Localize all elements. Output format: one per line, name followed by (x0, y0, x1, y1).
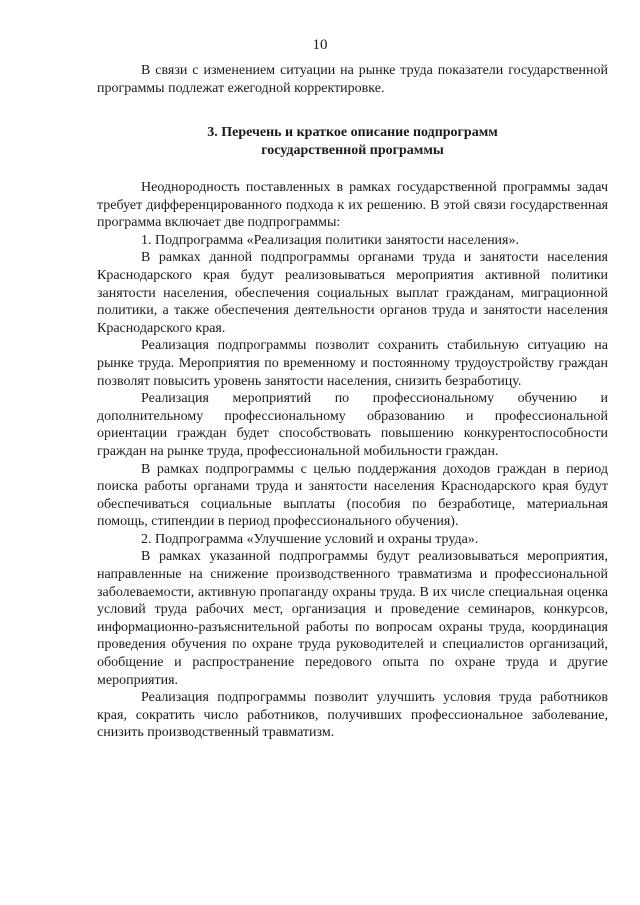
subprogram-1-title: 1. Подпрограмма «Реализация политики занятости населения». (141, 232, 519, 248)
paragraph: В рамках данной подпрограммы органами труда и занятости населения Краснодарского края будут реализовываться мероприятия активной политики занятости населения, обеспечения социальных выплат гражданам, миграционной политики, а также обеспечения деятельности органов труда и занятости населения Краснодарского края. (97, 250, 608, 336)
paragraph: В рамках указанной подпрограммы будут реализовываться мероприятия, направленные на снижение производственного травматизма и профессиональной заболеваемости, активную пропаганду охраны труда. В их числе специальная оценка условий труда рабочих мест, организация и проведение семинаров, конкурсов, информационно-разъяснительной работы по вопросам охраны труда, координация проведения обучения по охране труда руководителей и специалистов организаций, обобщение и распространение передового опыта по охране труда и другие мероприятия. (97, 549, 608, 688)
section-title-line1: 3. Перечень и краткое описание подпрограмм (207, 125, 498, 140)
body-text (97, 179, 608, 742)
subprogram-2-title: 2. Подпрограмма «Улучшение условий и охраны труда». (141, 531, 479, 547)
intro-block (97, 62, 608, 97)
paragraph: Реализация подпрограммы позволит улучшить условия труда работников края, сократить число работников, получивших профессиональное заболевание, снизить производственный травматизм. (97, 690, 608, 741)
intro-paragraph: В связи с изменением ситуации на рынке труда показатели государственной программы подлежат ежегодной корректировке. (97, 63, 608, 96)
section-heading (97, 124, 608, 160)
paragraph: Неоднородность поставленных в рамках государственной программы задач требует дифференцированного подхода к их решению. В этой связи государственная программа включает две подпрограммы: (97, 180, 608, 231)
paragraph: Реализация подпрограммы позволит сохранить стабильную ситуацию на рынке труда. Мероприятия по временному и постоянному трудоустройству граждан позволят повысить уровень занятости населения, снизить безработицу. (97, 338, 608, 389)
section-title-line2: государственной программы (261, 143, 444, 158)
paragraph: В рамках подпрограммы с целью поддержания доходов граждан в период поиска работы органами труда и занятости населения Краснодарского края будут обеспечиваться социальные выплаты (пособия по безработице, материальная помощь, стипендии в период профессионального обучения). (97, 461, 608, 530)
paragraph: Реализация мероприятий по профессиональному обучению и дополнительному профессиональному образованию и профессиональной ориентации граждан будет способствовать повышению конкурентоспособности граждан на рынке труда, профессиональной мобильности граждан. (97, 391, 608, 459)
page-number: 10 (312, 37, 328, 53)
